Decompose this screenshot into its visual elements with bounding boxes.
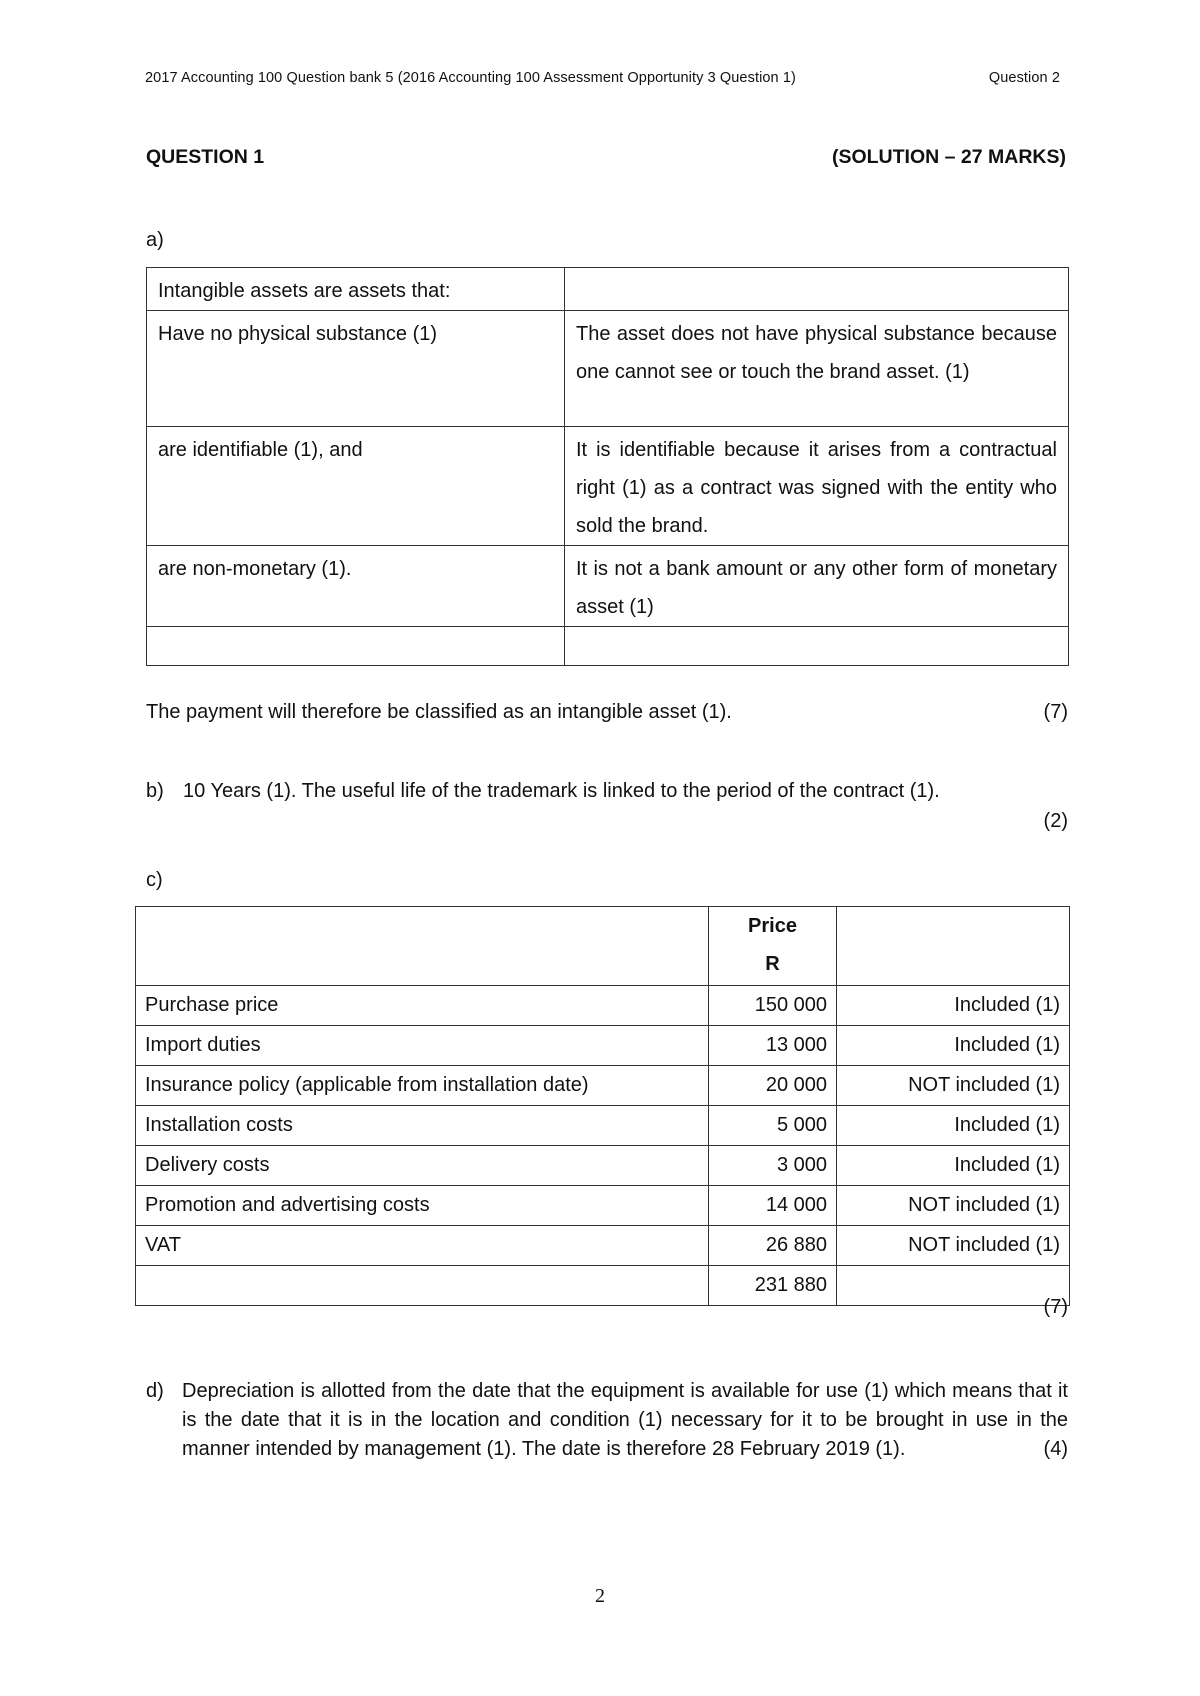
solution-marks: (SOLUTION – 27 MARKS)	[831, 146, 1066, 168]
table-cell	[565, 268, 1069, 311]
price-column-header	[709, 907, 837, 986]
table-row	[147, 268, 1069, 311]
table-cell	[837, 1266, 1070, 1306]
item-cell: Delivery costs	[136, 1146, 709, 1186]
table-row	[136, 986, 1070, 1026]
price-cell: 14 000	[709, 1186, 837, 1226]
table-row	[147, 546, 1069, 627]
price-cell: 150 000	[709, 986, 837, 1026]
table-cell	[147, 627, 565, 666]
item-cell: Purchase price	[136, 986, 709, 1026]
table-row	[136, 1226, 1070, 1266]
part-c-label: c)	[146, 869, 163, 891]
status-cell: Included (1)	[837, 986, 1070, 1026]
table-row	[136, 1106, 1070, 1146]
part-a-marks: (7)	[1043, 701, 1068, 723]
status-cell: Included (1)	[837, 1106, 1070, 1146]
total-cell: 231 880	[709, 1266, 837, 1306]
table-cell: The asset does not have physical substance because one cannot see or touch the brand asset. (1)	[565, 311, 1069, 427]
status-cell: NOT included (1)	[837, 1186, 1070, 1226]
table-row	[147, 427, 1069, 546]
table-cell: Intangible assets are assets that:	[147, 268, 565, 311]
price-cell: 3 000	[709, 1146, 837, 1186]
table-cell: are identifiable (1), and	[147, 427, 565, 546]
price-header-unit: R	[765, 953, 780, 975]
part-a-conclusion: The payment will therefore be classified as an intangible asset (1).	[146, 701, 732, 723]
table-cell: It is identifiable because it arises from a contractual right (1) as a contract was signed with the entity who sold the brand.	[565, 427, 1069, 546]
part-d-marks: (4)	[1043, 1438, 1068, 1460]
part-b-text: 10 Years (1). The useful life of the trademark is linked to the period of the contract (1).	[183, 780, 940, 802]
intangible-assets-table	[146, 267, 1069, 666]
price-cell: 13 000	[709, 1026, 837, 1066]
table-cell	[837, 907, 1070, 986]
question-title: QUESTION 1	[146, 146, 265, 168]
table-row	[136, 1186, 1070, 1226]
table-row	[147, 627, 1069, 666]
part-d-paragraph	[182, 1377, 1068, 1464]
item-cell: Installation costs	[136, 1106, 709, 1146]
table-row	[136, 1146, 1070, 1186]
table-cell	[565, 627, 1069, 666]
status-cell: Included (1)	[837, 1026, 1070, 1066]
status-cell: Included (1)	[837, 1146, 1070, 1186]
part-d-text: Depreciation is allotted from the date that the equipment is available for use (1) which means that it is the date that it is in the location and condition (1) necessary for it to be brought in use in the manner intended by management (1). The date is therefore 28 February 2019 (1).	[182, 1380, 1068, 1460]
table-header-row	[136, 907, 1070, 986]
table-cell: It is not a bank amount or any other form of monetary asset (1)	[565, 546, 1069, 627]
total-row	[136, 1266, 1070, 1306]
table-cell: Have no physical substance (1)	[147, 311, 565, 427]
item-cell: VAT	[136, 1226, 709, 1266]
status-cell: NOT included (1)	[837, 1226, 1070, 1266]
item-cell: Import duties	[136, 1026, 709, 1066]
part-b-marks: (2)	[1043, 810, 1068, 832]
part-d-label: d)	[146, 1380, 164, 1402]
part-a-label: a)	[146, 229, 164, 251]
price-cell: 26 880	[709, 1226, 837, 1266]
price-header-label: Price	[748, 915, 797, 937]
part-b-label: b)	[146, 780, 164, 802]
table-cell	[136, 1266, 709, 1306]
item-cell: Promotion and advertising costs	[136, 1186, 709, 1226]
running-header-question: Question 2	[988, 70, 1060, 86]
table-cell	[136, 907, 709, 986]
table-row	[136, 1026, 1070, 1066]
status-cell: NOT included (1)	[837, 1066, 1070, 1106]
table-cell: are non-monetary (1).	[147, 546, 565, 627]
equipment-cost-table	[135, 906, 1070, 1306]
part-c-marks: (7)	[1043, 1296, 1068, 1318]
page-number: 2	[595, 1585, 605, 1607]
price-cell: 5 000	[709, 1106, 837, 1146]
running-header: 2017 Accounting 100 Question bank 5 (2016 Accounting 100 Assessment Opportunity 3 Question 1)	[145, 70, 796, 86]
item-cell: Insurance policy (applicable from installation date)	[136, 1066, 709, 1106]
price-cell: 20 000	[709, 1066, 837, 1106]
table-row	[136, 1066, 1070, 1106]
table-row	[147, 311, 1069, 427]
